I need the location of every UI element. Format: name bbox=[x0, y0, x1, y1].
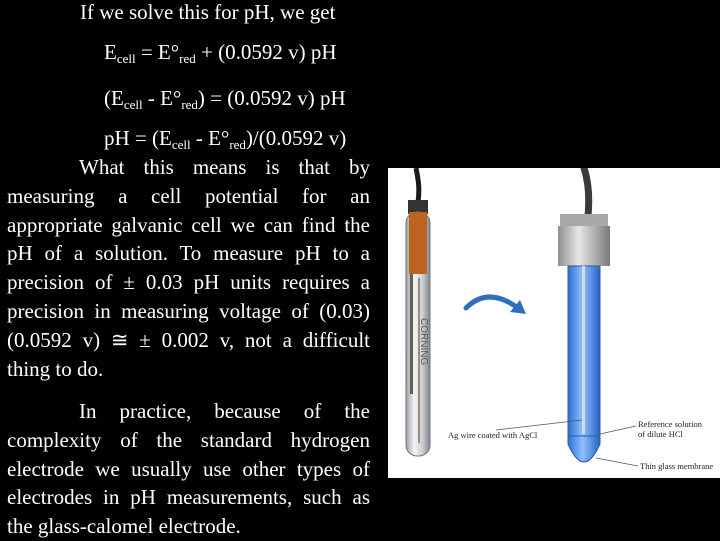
paragraph-measurement bbox=[7, 153, 370, 383]
eq1-part-c: + (0.0592 v) pH bbox=[195, 40, 337, 64]
label-reference-line2: of dilute HCl bbox=[638, 429, 683, 439]
electrode-schematic bbox=[496, 168, 638, 466]
paragraph-practice-text: In practice, because of the complexity of the standard hydrogen electrode we usually use other types of electrodes in pH measurements, such as the glass-calomel electrode. bbox=[7, 399, 370, 539]
photo-brand-label: CORNING bbox=[418, 318, 429, 366]
schematic-glass-bulb bbox=[568, 436, 600, 462]
eq3-sub-red: red bbox=[229, 137, 246, 152]
label-membrane: Thin glass membrane bbox=[640, 461, 714, 471]
schematic-cap bbox=[558, 226, 610, 266]
eq3-part-a: pH = (E bbox=[104, 126, 172, 150]
leader-membrane bbox=[596, 458, 638, 466]
schematic-silver-wire bbox=[582, 266, 585, 434]
eq2-sub-cell: cell bbox=[123, 97, 143, 112]
eq3-part-c: )/(0.0592 v) bbox=[245, 126, 347, 150]
eq1-part-a: E bbox=[104, 40, 117, 64]
leader-reference bbox=[600, 426, 636, 434]
eq3-sub-cell: cell bbox=[171, 137, 191, 152]
label-reference-line1: Reference solution bbox=[638, 419, 702, 429]
equation-2 bbox=[104, 86, 346, 110]
equation-1 bbox=[104, 40, 337, 64]
eq2-part-b: - E° bbox=[142, 86, 182, 110]
label-ag-wire: Ag wire coated with AgCl bbox=[448, 430, 538, 440]
eq2-part-c: ) = (0.0592 v) pH bbox=[197, 86, 346, 110]
paragraph-practice bbox=[7, 397, 370, 541]
schematic-cap-top bbox=[560, 214, 608, 228]
eq1-sub-red: red bbox=[179, 51, 196, 66]
schematic-cable bbox=[584, 168, 589, 216]
photo-cable bbox=[416, 168, 419, 202]
arrow-icon bbox=[466, 297, 518, 308]
eq1-sub-cell: cell bbox=[116, 51, 136, 66]
equation-3 bbox=[104, 126, 346, 150]
intro-line bbox=[80, 0, 335, 24]
intro-text: If we solve this for pH, we get bbox=[80, 0, 336, 24]
eq3-part-b: - E° bbox=[190, 126, 230, 150]
eq2-sub-red: red bbox=[181, 97, 198, 112]
eq2-part-a: (E bbox=[104, 86, 124, 110]
electrode-photo bbox=[406, 168, 430, 456]
eq1-part-b: = E° bbox=[135, 40, 180, 64]
photo-orange-band bbox=[409, 212, 427, 274]
electrode-figure bbox=[388, 168, 720, 478]
photo-inner-rod bbox=[410, 274, 413, 394]
paragraph-measurement-text: What this means is that by measuring a cell potential for an appropriate galvanic cell we can find the pH of a solution. To measure pH to a precision of ± 0.03 pH units requires a precision in measuring voltage of (0.03) (0.0592 v) ≅ ± 0.002 v, not a difficult thing to do. bbox=[7, 155, 370, 381]
